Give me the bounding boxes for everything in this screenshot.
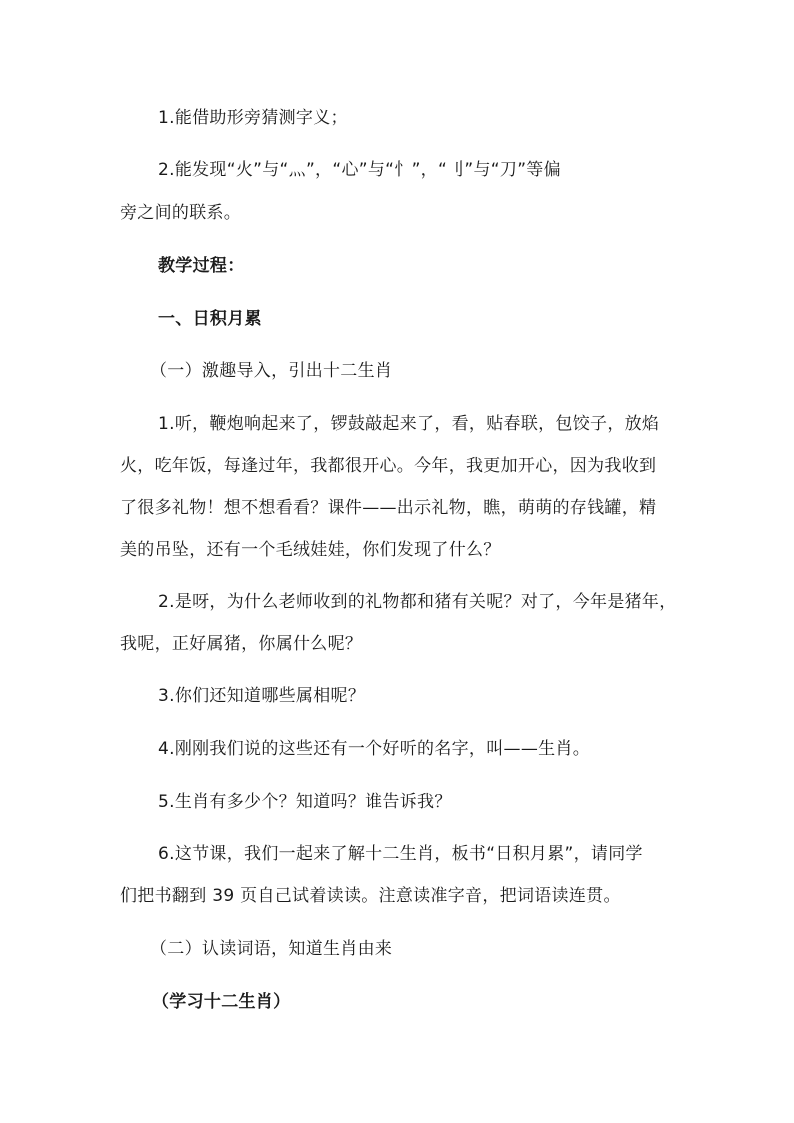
paragraph-6-line-1: 6.这节课，我们一起来了解十二生肖，板书“日积月累”，请同学 xyxy=(158,844,643,864)
objective-2-cont: 旁之间的联系。 xyxy=(120,203,242,223)
paragraph-5: 5.生肖有多少个？知道吗？谁告诉我？ xyxy=(158,792,452,812)
paragraph-6-line-2: 们把书翻到 39 页自己试着读读。注意读准字音，把词语读连贯。 xyxy=(120,886,621,906)
paragraph-4: 4.刚刚我们说的这些还有一个好听的名字，叫——生肖。 xyxy=(158,739,591,759)
paragraph-2-line-1: 2.是呀，为什么老师收到的礼物都和猪有关呢？对了，今年是猪年， xyxy=(158,592,677,612)
section-heading-1: 一、日积月累 xyxy=(158,309,262,329)
paragraph-3: 3.你们还知道哪些属相呢？ xyxy=(158,686,366,706)
paragraph-2-line-2: 我呢，正好属猪，你属什么呢？ xyxy=(120,634,363,654)
section-heading-teaching-process: 教学过程： xyxy=(158,256,245,276)
subsection-heading-2: （二）认读词语，知道生肖由来 xyxy=(150,939,393,959)
paragraph-1-line-2: 火，吃年饭，每逢过年，我都很开心。今年，我更加开心，因为我收到 xyxy=(120,456,657,476)
subsection-heading-1: （一）激趣导入，引出十二生肖 xyxy=(150,361,393,381)
paragraph-1-line-4: 美的吊坠，还有一个毛绒娃娃，你们发现了什么？ xyxy=(120,540,501,560)
paragraph-1-line-1: 1.听，鞭炮响起来了，锣鼓敲起来了，看，贴春联，包饺子，放焰 xyxy=(158,414,660,434)
paragraph-1-line-3: 了很多礼物！想不想看看？课件——出示礼物，瞧，萌萌的存钱罐，精 xyxy=(120,498,657,518)
objective-2: 2.能发现“火”与“灬”，“心”与“忄”，“刂”与“刀”等偏 xyxy=(158,160,561,180)
objective-1: 1.能借助形旁猜测字义； xyxy=(158,108,348,128)
subheading-learn-zodiac: （学习十二生肖） xyxy=(152,992,291,1012)
